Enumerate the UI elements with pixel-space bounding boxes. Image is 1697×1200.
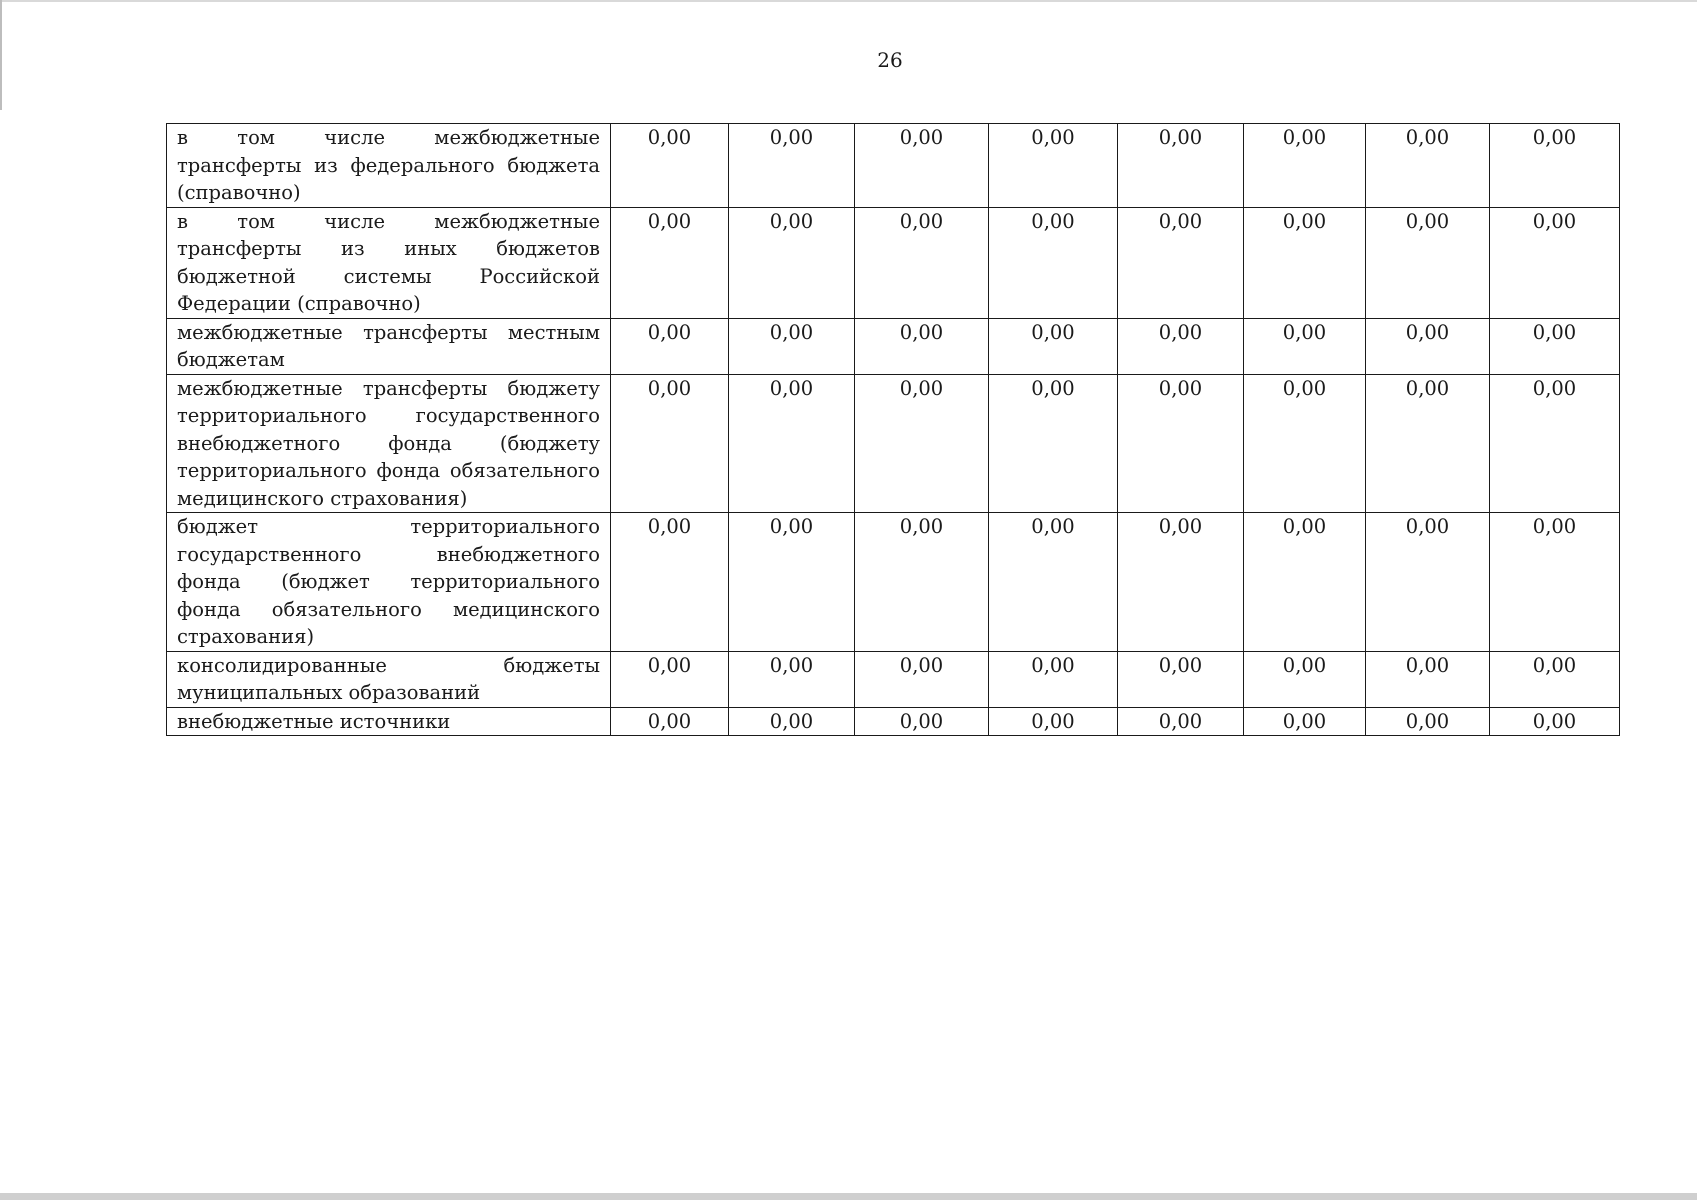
value-cell: 0,00: [989, 374, 1118, 513]
table-row: [167, 318, 1620, 374]
row-label: в том числе межбюджетные трансферты из иных бюджетов бюджетной системы Российской Федерации (справочно): [167, 207, 611, 318]
scan-edge-bottom: [0, 1193, 1697, 1200]
value-cell: 0,00: [1490, 707, 1620, 736]
value-cell: 0,00: [611, 124, 729, 208]
value-cell: 0,00: [1118, 124, 1244, 208]
value-cell: 0,00: [729, 374, 855, 513]
value-cell: 0,00: [729, 124, 855, 208]
value-cell: 0,00: [1244, 651, 1366, 707]
value-cell: 0,00: [611, 651, 729, 707]
table-row: [167, 374, 1620, 513]
table-row: [167, 124, 1620, 208]
value-cell: 0,00: [989, 124, 1118, 208]
row-label: внебюджетные источники: [167, 707, 611, 736]
table-row: [167, 707, 1620, 736]
value-cell: 0,00: [611, 707, 729, 736]
value-cell: 0,00: [611, 374, 729, 513]
row-label: межбюджетные трансферты местным бюджетам: [167, 318, 611, 374]
value-cell: 0,00: [611, 513, 729, 652]
value-cell: 0,00: [855, 374, 989, 513]
value-cell: 0,00: [1366, 513, 1490, 652]
value-cell: 0,00: [1118, 513, 1244, 652]
value-cell: 0,00: [1366, 318, 1490, 374]
value-cell: 0,00: [611, 207, 729, 318]
scan-edge-top: [0, 0, 1697, 2]
value-cell: 0,00: [1366, 707, 1490, 736]
table-row: [167, 651, 1620, 707]
value-cell: 0,00: [729, 207, 855, 318]
value-cell: 0,00: [1118, 374, 1244, 513]
value-cell: 0,00: [729, 318, 855, 374]
value-cell: 0,00: [1490, 374, 1620, 513]
value-cell: 0,00: [1490, 651, 1620, 707]
value-cell: 0,00: [855, 318, 989, 374]
value-cell: 0,00: [1366, 207, 1490, 318]
value-cell: 0,00: [855, 707, 989, 736]
value-cell: 0,00: [1244, 318, 1366, 374]
value-cell: 0,00: [1118, 651, 1244, 707]
table-row: [167, 207, 1620, 318]
value-cell: 0,00: [1244, 707, 1366, 736]
value-cell: 0,00: [989, 207, 1118, 318]
value-cell: 0,00: [989, 707, 1118, 736]
row-label: межбюджетные трансферты бюджету территориального государственного внебюджетного фонда (бюджету территориального фонда обязательного медицинского страхования): [167, 374, 611, 513]
row-label: в том числе межбюджетные трансферты из федерального бюджета (справочно): [167, 124, 611, 208]
value-cell: 0,00: [1118, 707, 1244, 736]
value-cell: 0,00: [1490, 513, 1620, 652]
value-cell: 0,00: [729, 651, 855, 707]
value-cell: 0,00: [729, 707, 855, 736]
value-cell: 0,00: [855, 651, 989, 707]
value-cell: 0,00: [989, 513, 1118, 652]
value-cell: 0,00: [1366, 374, 1490, 513]
value-cell: 0,00: [989, 318, 1118, 374]
value-cell: 0,00: [855, 124, 989, 208]
page-number: 26: [877, 48, 903, 72]
row-label: консолидированные бюджеты муниципальных образований: [167, 651, 611, 707]
value-cell: 0,00: [1366, 651, 1490, 707]
value-cell: 0,00: [855, 513, 989, 652]
value-cell: 0,00: [1244, 513, 1366, 652]
value-cell: 0,00: [1244, 124, 1366, 208]
budget-table: [166, 123, 1620, 736]
value-cell: 0,00: [729, 513, 855, 652]
value-cell: 0,00: [1118, 207, 1244, 318]
value-cell: 0,00: [1490, 207, 1620, 318]
value-cell: 0,00: [611, 318, 729, 374]
value-cell: 0,00: [1244, 207, 1366, 318]
value-cell: 0,00: [1366, 124, 1490, 208]
value-cell: 0,00: [855, 207, 989, 318]
value-cell: 0,00: [1118, 318, 1244, 374]
value-cell: 0,00: [989, 651, 1118, 707]
value-cell: 0,00: [1244, 374, 1366, 513]
value-cell: 0,00: [1490, 124, 1620, 208]
table-row: [167, 513, 1620, 652]
value-cell: 0,00: [1490, 318, 1620, 374]
row-label: бюджет территориального государственного внебюджетного фонда (бюджет территориального фонда обязательного медицинского страхования): [167, 513, 611, 652]
